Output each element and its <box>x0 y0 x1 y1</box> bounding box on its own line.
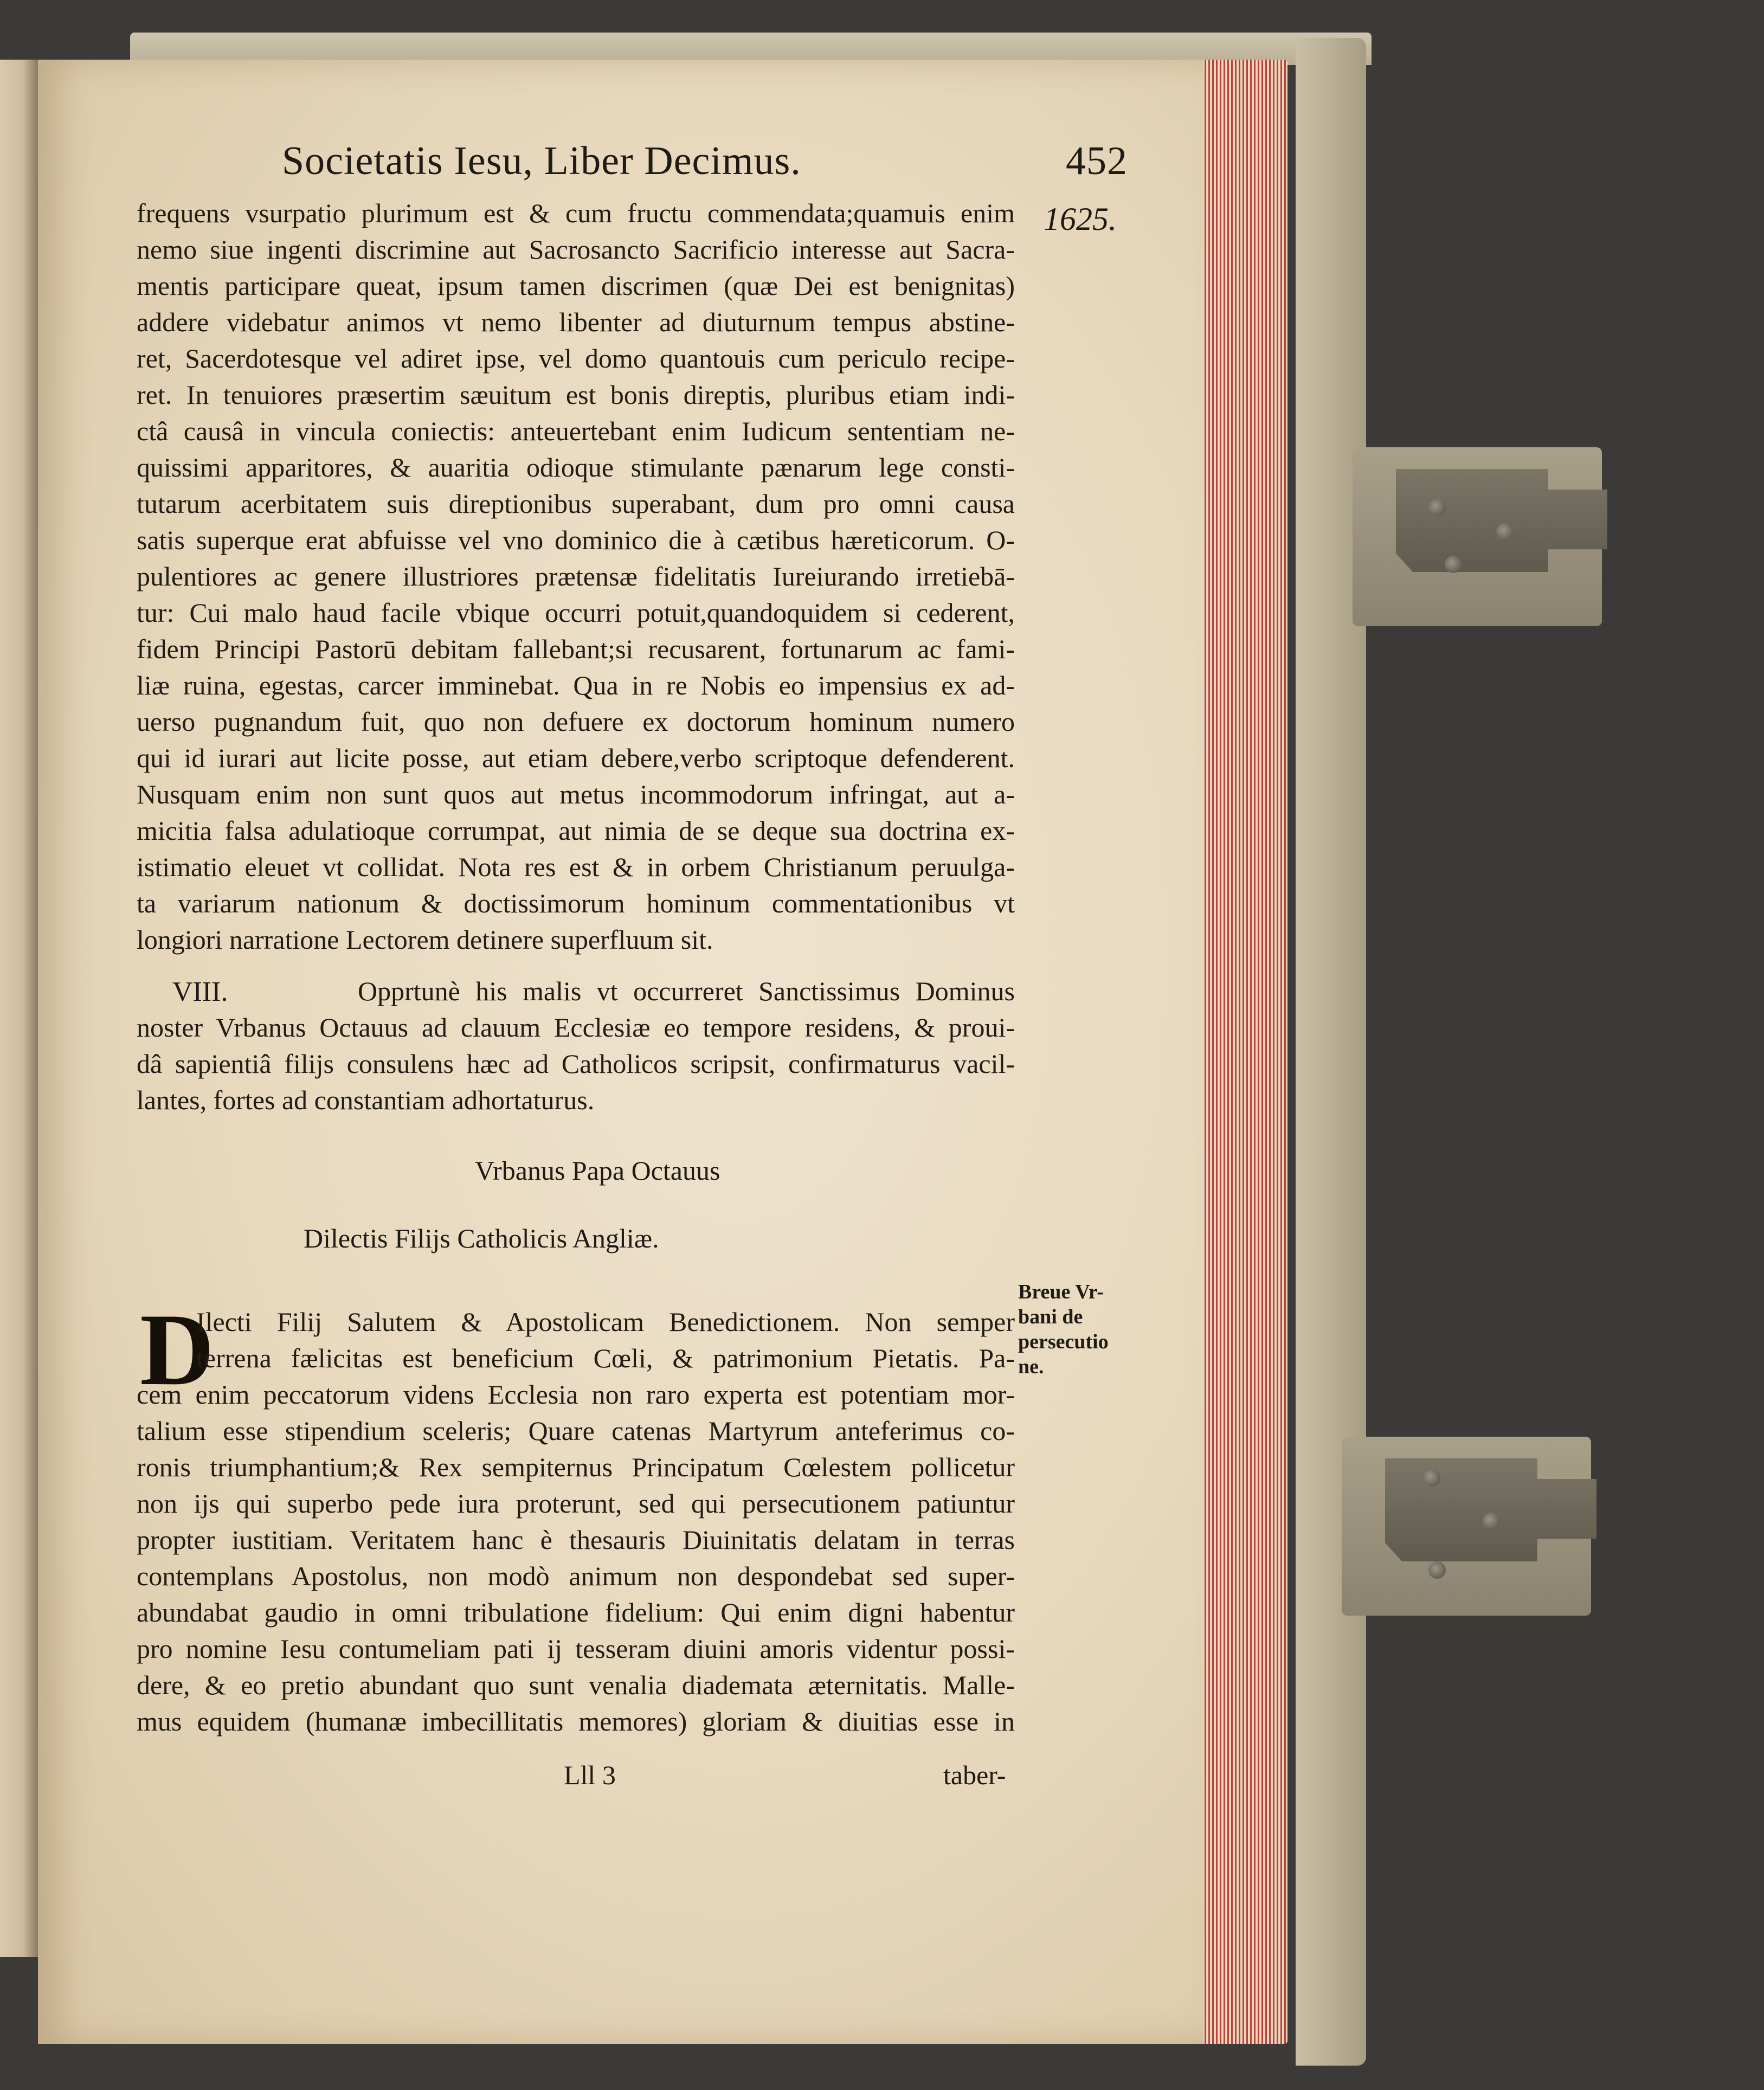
text-line: dere, & eo pretio abundant quo sunt venalia diademata æternitatis. Malle- <box>137 1670 1015 1700</box>
section-number: VIII. <box>172 976 228 1007</box>
page-number: 452 <box>1066 139 1128 183</box>
rivet <box>1428 499 1446 516</box>
left-page-edge <box>0 60 38 1957</box>
text-line: mus equidem (humanæ imbecillitatis memores) gloriam & diuitias esse in <box>137 1706 1015 1737</box>
text-line: tur: Cui malo haud facile vbique occurri potuit,quandoquidem si cederent, <box>137 597 1015 628</box>
text-line: pro nomine Iesu contumeliam pati ij tesseram diuini amoris videntur possi- <box>137 1634 1015 1664</box>
text-line: ret. In tenuiores præsertim sæuitum est bonis direptis, pluribus etiam indi- <box>137 380 1015 410</box>
text-line: lantes, fortes ad constantiam adhortaturus. <box>137 1085 595 1115</box>
letter-heading: Vrbanus Papa Octauus <box>475 1155 720 1186</box>
header-title: Societatis Iesu, Liber Decimus. <box>282 139 801 183</box>
text-line: mentis participare queat, ipsum tamen discrimen (quæ Dei est benignitas) <box>137 271 1015 301</box>
text-line: dâ sapientiâ filijs consulens hæc ad Catholicos scripsit, confirmaturus vacil- <box>137 1049 1015 1079</box>
text-line: uerso pugnandum fuit, quo non defuere ex doctorum hominum numero <box>137 706 1015 737</box>
text-line: liæ ruina, egestas, carcer imminebat. Qua in re Nobis eo impensius ex ad- <box>137 670 1015 700</box>
text-line: frequens vsurpatio plurimum est & cum fructu commendata;quamuis enim <box>137 198 1015 228</box>
clasp-strap <box>1396 469 1607 572</box>
catchword: taber- <box>943 1760 1006 1790</box>
text-line: fidem Principi Pastorū debitam fallebant;si recusarent, fortunarum ac fami- <box>137 634 1015 664</box>
text-line: non ijs qui superbo pede iura proterunt, sed qui persecutionem patiuntur <box>137 1488 1015 1519</box>
paragraph-section <box>137 973 1015 1118</box>
letter-salutation: Dilectis Filijs Catholicis Angliæ. <box>304 1223 659 1253</box>
text-line: propter iustitiam. Veritatem hanc è thesauris Diuinitatis delatam in terras <box>137 1525 1015 1555</box>
lower-clasp <box>1342 1437 1591 1616</box>
text-line: istimatio eleuet vt collidat. Nota res est & in orbem Christianum peruulga- <box>137 852 1015 882</box>
side-note-line: Breue Vr- <box>1018 1281 1104 1303</box>
text-line: Nusquam enim non sunt quos aut metus incommodorum infringat, aut a- <box>137 779 1015 809</box>
text-line: pulentiores ac genere illustriores prætensæ fidelitatis Iureiurando irretiebā- <box>137 561 1015 591</box>
text-line: qui id iurari aut licite posse, aut etiam debere,verbo scriptoque defenderent. <box>137 743 1015 773</box>
margin-year: 1625. <box>1044 201 1117 237</box>
text-line: quissimi apparitores, & auaritia odioque stimulante pænarum lege consti- <box>137 452 1015 483</box>
text-line: micitia falsa adulatioque corrumpat, aut nimia de se deque sua doctrina ex- <box>137 815 1015 846</box>
rivet <box>1496 523 1514 541</box>
drop-cap: D <box>140 1293 215 1407</box>
text-line: abundabat gaudio in omni tribulatione fidelium: Qui enim digni habentur <box>137 1597 1015 1628</box>
side-note <box>1018 1279 1126 1379</box>
upper-clasp <box>1353 447 1602 626</box>
rivet <box>1428 1561 1446 1579</box>
text-line: tutarum acerbitatem suis direptionibus superabant, dum pro omni causa <box>137 488 1015 519</box>
rivet <box>1483 1513 1500 1530</box>
text-line: longiori narratione Lectorem detinere superfluum sit. <box>137 924 713 955</box>
text-line: ronis triumphantium;& Rex sempiternus Principatum Cœlestem pollicetur <box>137 1452 1015 1482</box>
text-line: contemplans Apostolus, non modò animum non despondebat sed super- <box>137 1561 1015 1591</box>
text-line: noster Vrbanus Octauus ad clauum Ecclesiæ eo tempore residens, & proui- <box>137 1012 1015 1043</box>
text-line: addere videbatur animos vt nemo libenter ad diuturnum tempus abstine- <box>137 307 1015 337</box>
side-note-line: bani de <box>1018 1306 1083 1328</box>
book-binding <box>1296 38 1366 2066</box>
side-note-line: persecutio <box>1018 1330 1109 1353</box>
rivet <box>1423 1469 1440 1487</box>
text-line: ctâ causâ in vincula coniectis: anteuertebant enim Iudicum sententiam ne- <box>137 416 1015 446</box>
text-line: satis superque erat abfuisse vel vno dominico die à cætibus hæreticorum. O- <box>137 525 1015 555</box>
text-line: Opprtunè his malis vt occurreret Sanctissimus Dominus <box>358 976 1015 1006</box>
text-line: ret, Sacerdotesque vel adiret ipse, vel domo quantouis cum periculo recipe- <box>137 343 1015 374</box>
letter-body <box>137 1293 1015 1740</box>
paragraph-main <box>137 195 1015 958</box>
text-line: cem enim peccatorum videns Ecclesia non raro experta est potentiam mor- <box>137 1379 1015 1410</box>
text-line: nemo siue ingenti discrimine aut Sacrosancto Sacrificio interesse aut Sacra- <box>137 234 1015 265</box>
red-page-edges <box>1201 60 1287 2044</box>
text-line: talium esse stipendium sceleris; Quare catenas Martyrum anteferimus co- <box>137 1416 1015 1446</box>
clasp-strap <box>1385 1458 1596 1561</box>
text-line: terrena fælicitas est beneficium Cœli, & patrimonium Pietatis. Pa- <box>196 1343 1015 1373</box>
rivet <box>1445 556 1462 573</box>
text-line: ta variarum nationum & doctissimorum hominum commentationibus vt <box>137 888 1015 918</box>
signature-mark: Lll 3 <box>564 1760 616 1790</box>
side-note-line: ne. <box>1018 1355 1044 1378</box>
text-line: Ilecti Filij Salutem & Apostolicam Benedictionem. Non semper <box>196 1307 1015 1337</box>
